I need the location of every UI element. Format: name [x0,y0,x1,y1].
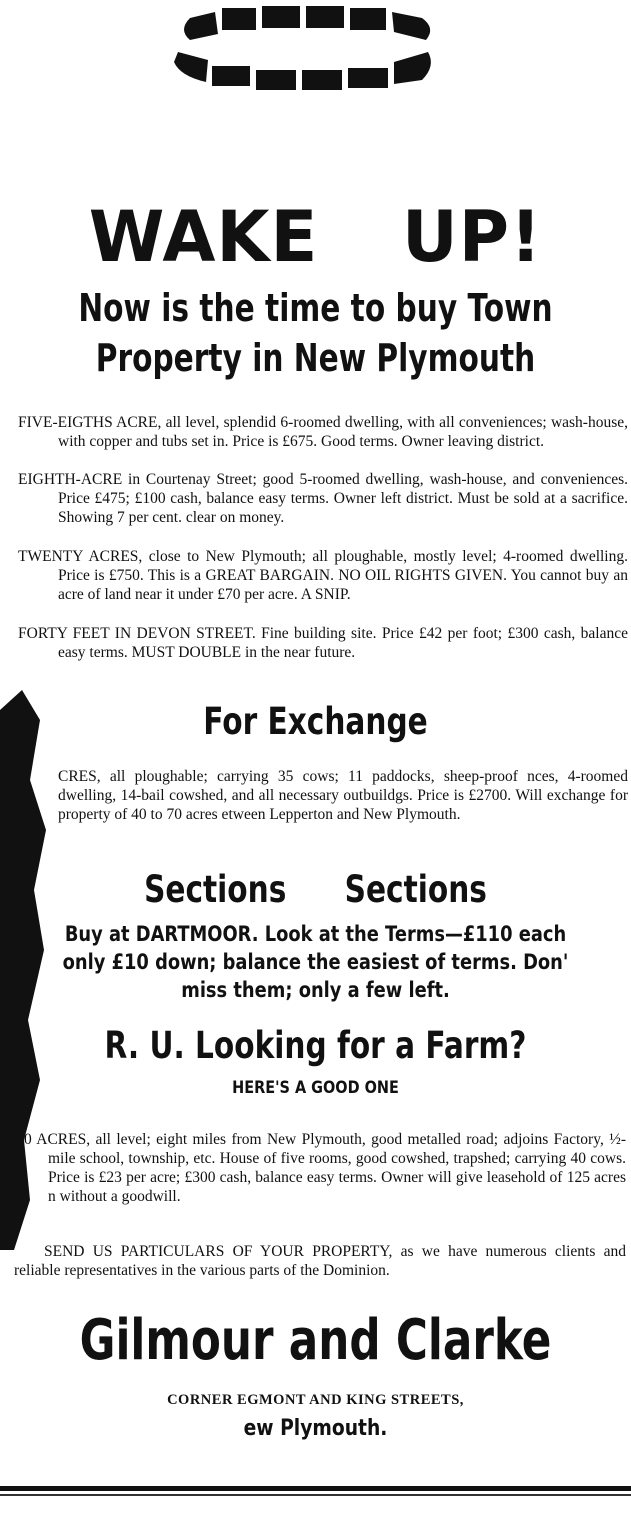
listing-twenty-acres: TWENTY ACRES, close to New Plymouth; all ploughable, mostly level; 4-roomed dwelling. Price is £750. This is a GREAT BARGAIN. NO OIL RIGHTS GIVEN. You cannot buy an acre of land near it under £70 per acre. A SNIP. [18,548,628,603]
exchange-text: CRES, all ploughable; carrying 35 cows; 11 paddocks, sheep-proof nces, 4-roomed dwelling, 14-bail cowshed, and all necessary outbuildgs. Price is £2700. Will exchange for property of 40 to 70 acres etween Lepperton and New Plymouth. [58,768,628,823]
subhead-line-1: Now is the time to buy Town [78,286,553,330]
listing-forty-feet: FORTY FEET IN DEVON STREET. Fine building site. Price £42 per foot; £300 cash, balance easy terms. MUST DOUBLE in the near future. [18,625,628,661]
listing-five-eighths-acre: FIVE-EIGTHS ACRE, all level, splendid 6-roomed dwelling, with all conveniences; wash-house, with copper and tubs set in. Price is £675. Good terms. Owner leaving district. [18,414,628,450]
subhead-line-2: Property in New Plymouth [95,336,536,380]
torn-edge [0,690,60,1250]
sections-line-3: miss them; only a few left. [181,978,450,1002]
headline: WAKE UP! [88,196,543,278]
listing-eighth-acre: EIGHTH-ACRE in Courtenay Street; good 5-roomed dwelling, wash-house, and conveniences. Price £475; £100 cash, balance easy terms. Owner left district. Must be sold at a sacrifice. Showing 7 per cent. clear on money. [18,471,628,526]
farm-tagline: HERE'S A GOOD ONE [232,1078,399,1098]
firm-town: ew Plymouth. [243,1416,388,1441]
closing-text: SEND US PARTICULARS OF YOUR PROPERTY, as we have numerous clients and reliable representatives in the various parts of the Dominion. [14,1243,626,1279]
exchange-heading: For Exchange [203,700,428,743]
bottom-rule-thick [0,1486,631,1491]
sections-line-1: Buy at DARTMOOR. Look at the Terms—£110 each [64,922,567,946]
farm-text: 0 ACRES, all level; eight miles from New Plymouth, good metalled road; adjoins Factory, ½-mile school, township, etc. House of five rooms, good cowshed, trapshed; carrying 40 cows. Price is £23 per acre; £300 cash, balance easy terms. Owner will give leasehold of 125 acres n without a goodwill. [24,1131,626,1205]
decorative-border-arc [160,0,460,95]
bottom-rule-thin [0,1494,631,1496]
farm-heading: R. U. Looking for a Farm? [104,1024,527,1067]
firm-address: CORNER EGMONT AND KING STREETS, [167,1392,464,1408]
sections-line-2: only £10 down; balance the easiest of terms. Don' [62,950,569,974]
sections-heading: Sections Sections [144,868,487,911]
firm-name: Gilmour and Clarke [79,1308,552,1373]
